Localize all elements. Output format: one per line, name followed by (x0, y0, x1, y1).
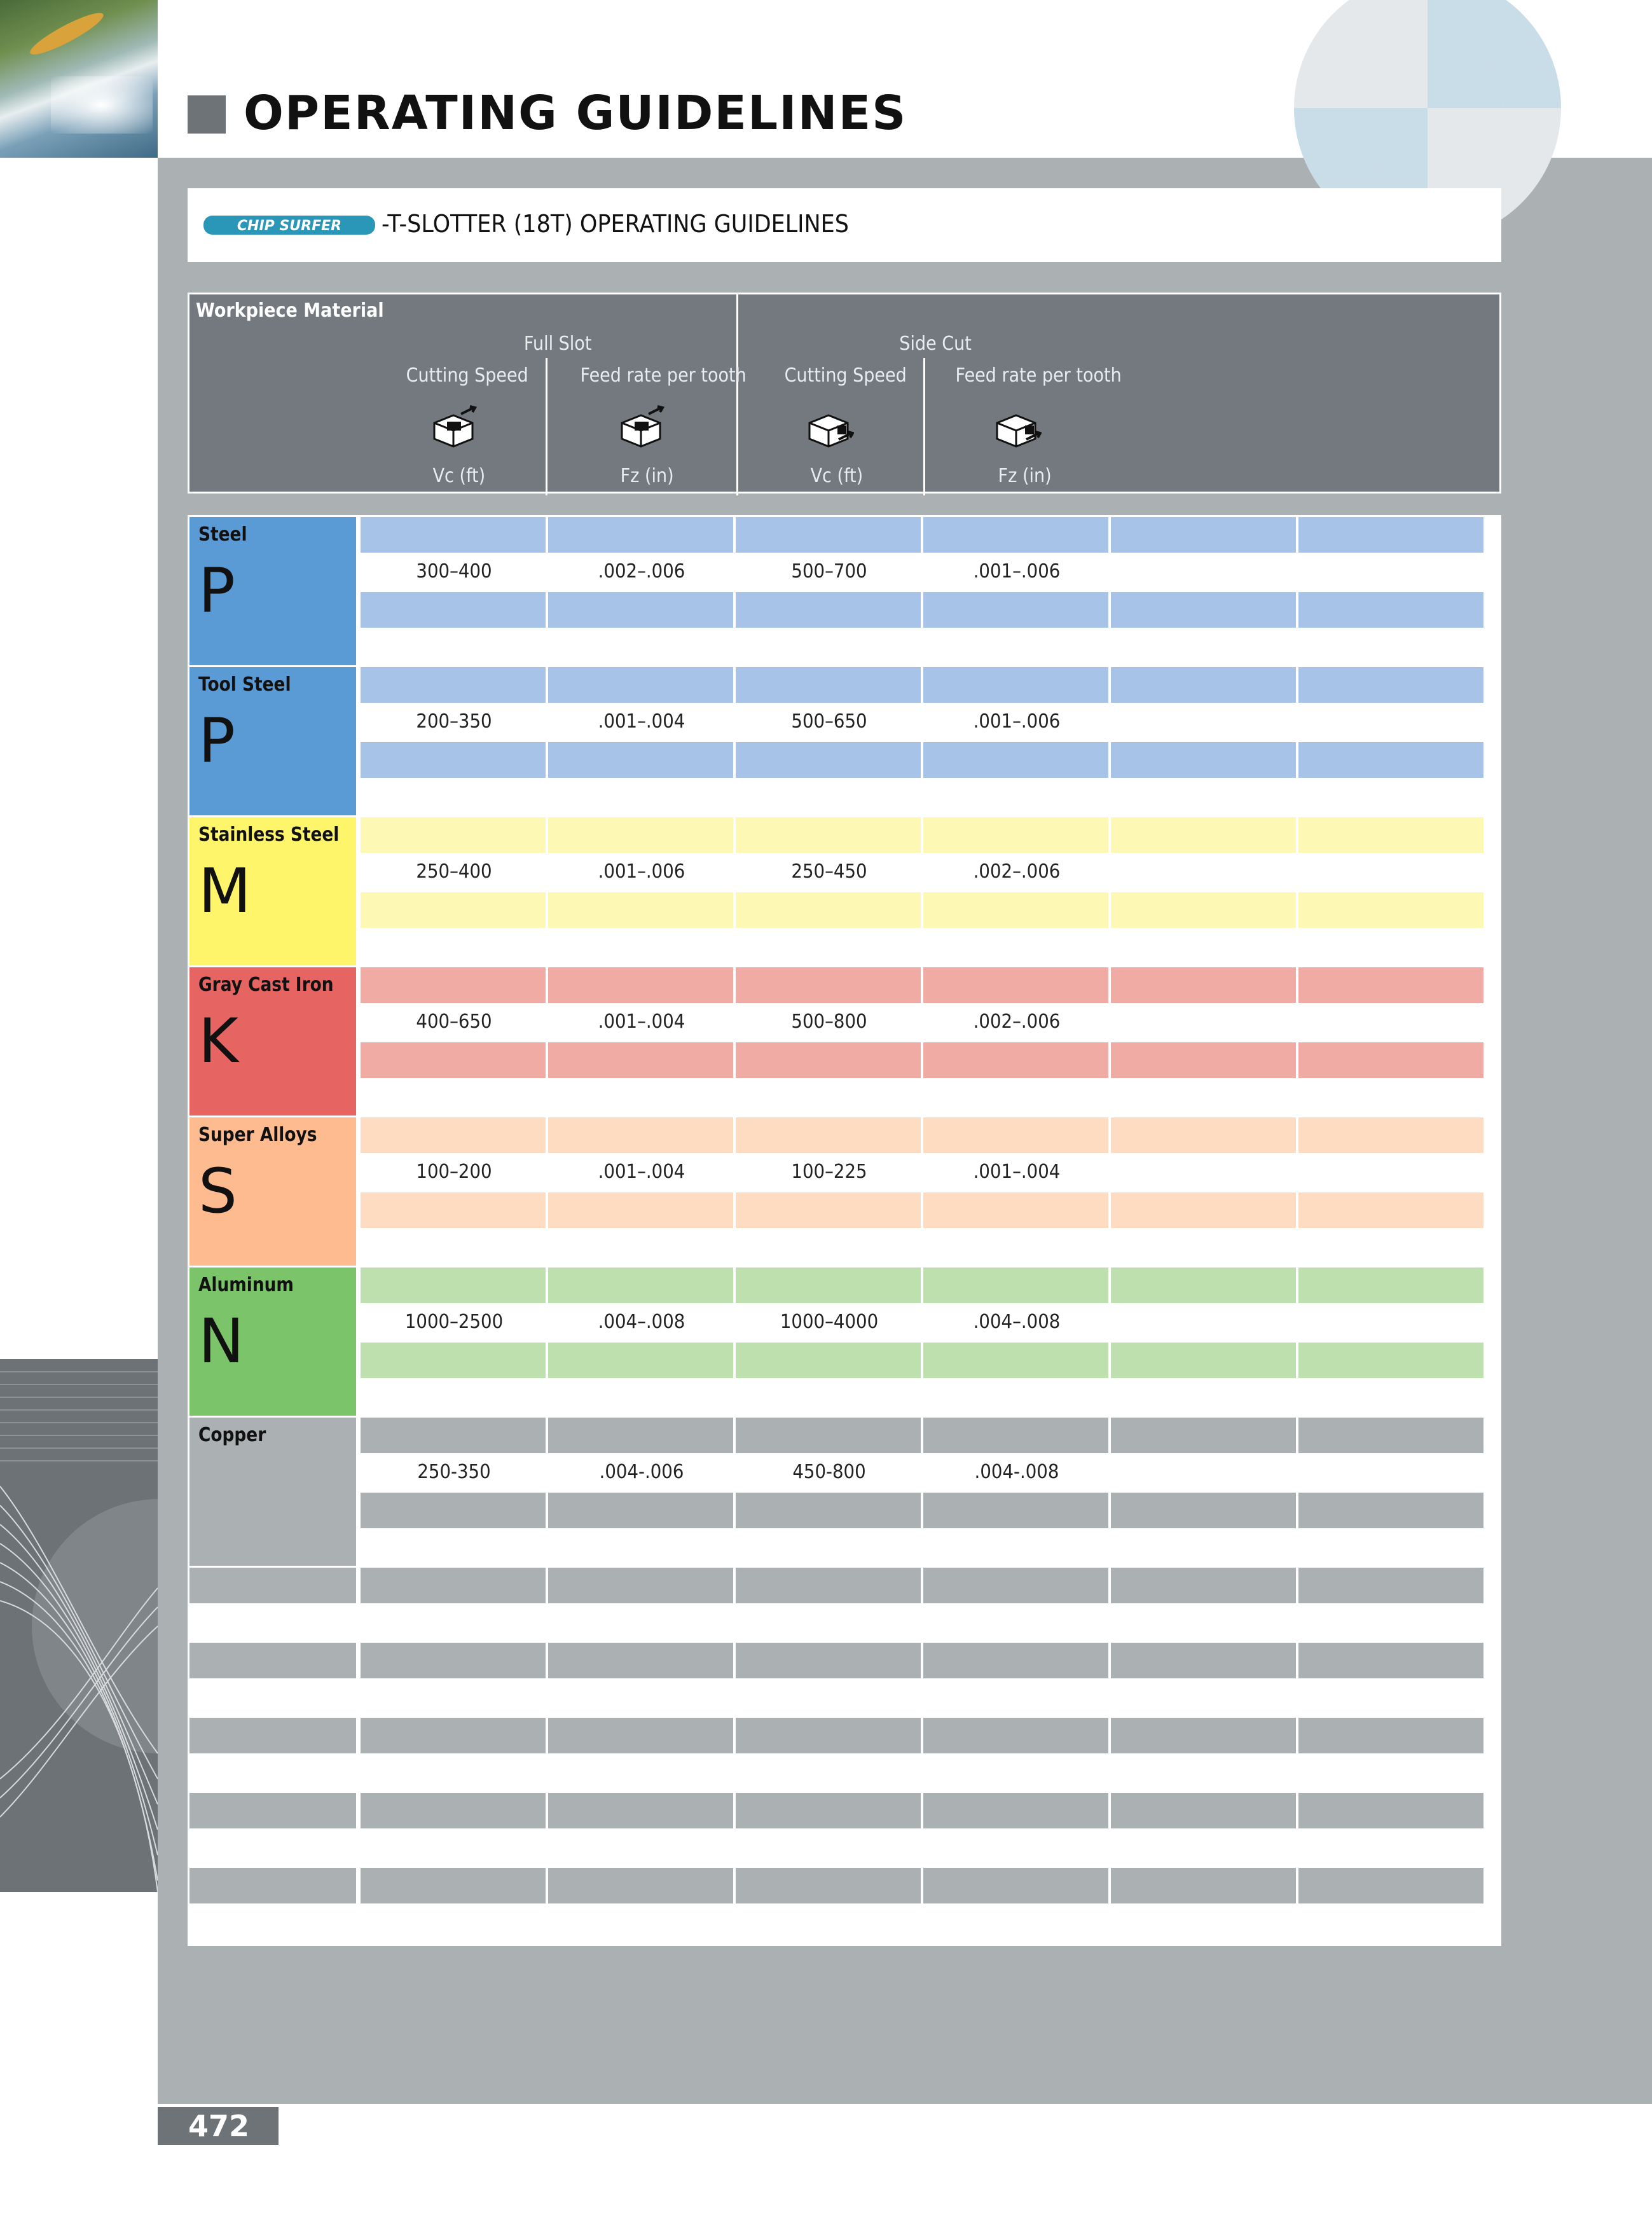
table-header (188, 293, 1501, 494)
table-band (923, 667, 1108, 703)
empty-row-band (361, 1718, 546, 1753)
table-band (548, 1117, 733, 1153)
guidelines-table (188, 515, 1501, 1946)
table-band (1111, 1042, 1296, 1078)
material-5 (189, 1267, 356, 1416)
table-cell-value: 300–400 (416, 560, 492, 583)
side-cut-feed-rate-label: Feed rate per tooth (955, 364, 1122, 387)
empty-row-band (1111, 1793, 1296, 1828)
table-band (923, 1042, 1108, 1078)
table-band (736, 1192, 921, 1228)
side-cut-label: Side Cut (899, 333, 972, 355)
table-cell-value: .001–.004 (598, 710, 685, 733)
table-band (736, 817, 921, 853)
material-name: Stainless Steel (198, 824, 340, 846)
kayak-photo (0, 0, 158, 158)
table-band (1298, 742, 1483, 778)
title-marker (188, 95, 226, 134)
table-band (548, 1042, 733, 1078)
table-band (1298, 1493, 1483, 1528)
table-band (1298, 1192, 1483, 1228)
table-band (736, 1042, 921, 1078)
table-band (923, 967, 1108, 1003)
material-4 (189, 1117, 356, 1266)
material-1 (189, 667, 356, 815)
table-cell-value: .001–.006 (973, 710, 1061, 733)
table-band (1298, 967, 1483, 1003)
table-cell-value: .001–.004 (973, 1161, 1061, 1183)
table-band (1298, 1042, 1483, 1078)
table-band (361, 1192, 546, 1228)
table-band (548, 1493, 733, 1528)
table-band (1111, 1493, 1296, 1528)
empty-row-band (189, 1868, 356, 1903)
table-band (923, 817, 1108, 853)
table-band (923, 1192, 1108, 1228)
full-slot-fz-unit: Fz (in) (620, 465, 674, 487)
table-band (1298, 1343, 1483, 1378)
table-band (736, 667, 921, 703)
table-title: -T-SLOTTER (18T) OPERATING GUIDELINES (382, 210, 849, 238)
empty-row-band (361, 1568, 546, 1603)
table-band (548, 592, 733, 628)
table-band (361, 667, 546, 703)
table-band (361, 1493, 546, 1528)
side-cut-speed-icon (803, 404, 854, 448)
empty-row-band (736, 1568, 921, 1603)
table-band (1111, 892, 1296, 928)
table-band (361, 742, 546, 778)
material-name: Aluminum (198, 1274, 294, 1296)
table-band (1111, 1418, 1296, 1453)
workpiece-material-label: Workpiece Material (196, 300, 384, 322)
chip-surfer-logo (203, 214, 375, 236)
table-band (923, 1493, 1108, 1528)
table-cell-value: 250–450 (791, 860, 867, 883)
empty-row-band (361, 1793, 546, 1828)
table-band (1111, 1267, 1296, 1303)
table-band (1298, 592, 1483, 628)
empty-row-band (189, 1643, 356, 1678)
empty-row-band (361, 1868, 546, 1903)
table-band (923, 592, 1108, 628)
table-band (736, 1343, 921, 1378)
table-band (548, 517, 733, 553)
full-slot-feed-rate-label: Feed rate per tooth (580, 364, 747, 387)
table-cell-value: 400–650 (416, 1011, 492, 1033)
side-cut-feed-icon (991, 404, 1042, 448)
empty-row-band (1298, 1718, 1483, 1753)
side-cut-fz-unit: Fz (in) (998, 465, 1052, 487)
empty-row-band (923, 1868, 1108, 1903)
table-band (548, 1267, 733, 1303)
table-band (1111, 667, 1296, 703)
empty-row-band (361, 1643, 546, 1678)
table-cell-value: 500–650 (791, 710, 867, 733)
table-band (736, 1117, 921, 1153)
table-cell-value: .001–.004 (598, 1011, 685, 1033)
material-name: Tool Steel (198, 673, 291, 696)
empty-row-band (548, 1568, 733, 1603)
full-slot-speed-icon (428, 404, 479, 448)
table-band (548, 1343, 733, 1378)
table-band (1111, 817, 1296, 853)
table-band (548, 1418, 733, 1453)
full-slot-label: Full Slot (523, 333, 592, 355)
table-cell-value: 500–800 (791, 1011, 867, 1033)
table-cell-value: .002–.006 (973, 1011, 1061, 1033)
table-band (361, 1343, 546, 1378)
table-band (1298, 817, 1483, 853)
empty-row-band (923, 1718, 1108, 1753)
iso-material-code: P (198, 705, 235, 777)
svg-text:CHIP SURFER: CHIP SURFER (237, 218, 342, 234)
material-name: Gray Cast Iron (198, 974, 334, 996)
table-band (1298, 1418, 1483, 1453)
empty-row-band (1111, 1718, 1296, 1753)
table-band (1111, 1192, 1296, 1228)
table-band (1111, 1343, 1296, 1378)
table-cell-value: 250–400 (416, 860, 492, 883)
table-cell-value: .002–.006 (973, 860, 1061, 883)
decorative-waves (0, 1359, 158, 1892)
empty-row-band (736, 1718, 921, 1753)
empty-row-band (923, 1793, 1108, 1828)
material-name: Steel (198, 523, 247, 546)
side-cut-cutting-speed-label: Cutting Speed (784, 364, 907, 387)
empty-row-band (1298, 1568, 1483, 1603)
empty-row-band (1298, 1868, 1483, 1903)
empty-row-band (1111, 1868, 1296, 1903)
table-band (548, 742, 733, 778)
table-band (1298, 1117, 1483, 1153)
table-band (923, 742, 1108, 778)
table-band (923, 1418, 1108, 1453)
iso-material-code: P (198, 555, 235, 626)
table-band (736, 517, 921, 553)
table-band (361, 1117, 546, 1153)
table-band (548, 667, 733, 703)
table-band (923, 1267, 1108, 1303)
table-band (923, 1343, 1108, 1378)
full-slot-vc-unit: Vc (ft) (432, 465, 486, 487)
iso-material-code: N (198, 1306, 244, 1377)
empty-row-band (189, 1568, 356, 1603)
table-cell-value: .001–.006 (973, 560, 1061, 583)
full-slot-cutting-speed-label: Cutting Speed (406, 364, 528, 387)
table-band (923, 892, 1108, 928)
empty-row-band (736, 1868, 921, 1903)
table-cell-value: 200–350 (416, 710, 492, 733)
table-band (361, 1042, 546, 1078)
table-band (548, 1192, 733, 1228)
table-band (548, 817, 733, 853)
table-band (923, 517, 1108, 553)
empty-row-band (189, 1793, 356, 1828)
table-band (1111, 967, 1296, 1003)
page-number: 472 (188, 2109, 250, 2143)
empty-row-band (1111, 1568, 1296, 1603)
empty-row-band (736, 1793, 921, 1828)
table-band (361, 892, 546, 928)
table-band (736, 1267, 921, 1303)
table-band (736, 742, 921, 778)
empty-row-band (1298, 1793, 1483, 1828)
material-6 (189, 1418, 356, 1566)
iso-material-code: M (198, 855, 251, 927)
table-cell-value: 1000–4000 (780, 1311, 879, 1333)
table-cell-value: 450-800 (792, 1461, 866, 1483)
table-band (1111, 1117, 1296, 1153)
empty-row-band (923, 1568, 1108, 1603)
table-band (361, 967, 546, 1003)
full-slot-feed-icon (616, 404, 666, 448)
empty-row-band (1111, 1643, 1296, 1678)
table-cell-value: 250-350 (417, 1461, 491, 1483)
table-band (361, 517, 546, 553)
material-0 (189, 517, 356, 665)
iso-material-code: S (198, 1156, 237, 1227)
page-title: OPERATING GUIDELINES (244, 86, 907, 141)
empty-row-band (548, 1793, 733, 1828)
table-cell-value: 100–225 (791, 1161, 867, 1183)
empty-row-band (923, 1643, 1108, 1678)
table-band (1111, 517, 1296, 553)
table-cell-value: .004–.008 (598, 1311, 685, 1333)
table-cell-value: 1000–2500 (404, 1311, 504, 1333)
material-name: Copper (198, 1424, 266, 1446)
iso-material-code: K (198, 1005, 238, 1077)
table-band (923, 1117, 1108, 1153)
empty-row-band (548, 1643, 733, 1678)
table-band (736, 1418, 921, 1453)
table-band (1111, 742, 1296, 778)
table-band (1298, 517, 1483, 553)
table-band (736, 1493, 921, 1528)
table-cell-value: .002–.006 (598, 560, 685, 583)
table-cell-value: 500–700 (791, 560, 867, 583)
empty-row-band (548, 1718, 733, 1753)
table-cell-value: .004-.006 (599, 1461, 684, 1483)
table-band (1298, 1267, 1483, 1303)
table-band (361, 592, 546, 628)
table-cell-value: .001–.006 (598, 860, 685, 883)
side-cut-vc-unit: Vc (ft) (810, 465, 864, 487)
table-band (1298, 667, 1483, 703)
empty-row-band (548, 1868, 733, 1903)
table-band (548, 892, 733, 928)
table-band (361, 1267, 546, 1303)
table-cell-value: 100–200 (416, 1161, 492, 1183)
table-band (361, 1418, 546, 1453)
table-band (1298, 892, 1483, 928)
material-3 (189, 967, 356, 1116)
empty-row-band (189, 1718, 356, 1753)
table-band (736, 892, 921, 928)
empty-row-band (736, 1643, 921, 1678)
table-cell-value: .004–.008 (973, 1311, 1061, 1333)
table-band (736, 592, 921, 628)
table-band (1111, 592, 1296, 628)
table-band (548, 967, 733, 1003)
empty-row-band (1298, 1643, 1483, 1678)
table-cell-value: .004-.008 (974, 1461, 1059, 1483)
material-name: Super Alloys (198, 1124, 317, 1146)
table-cell-value: .001–.004 (598, 1161, 685, 1183)
table-band (736, 967, 921, 1003)
material-2 (189, 817, 356, 965)
table-band (361, 817, 546, 853)
